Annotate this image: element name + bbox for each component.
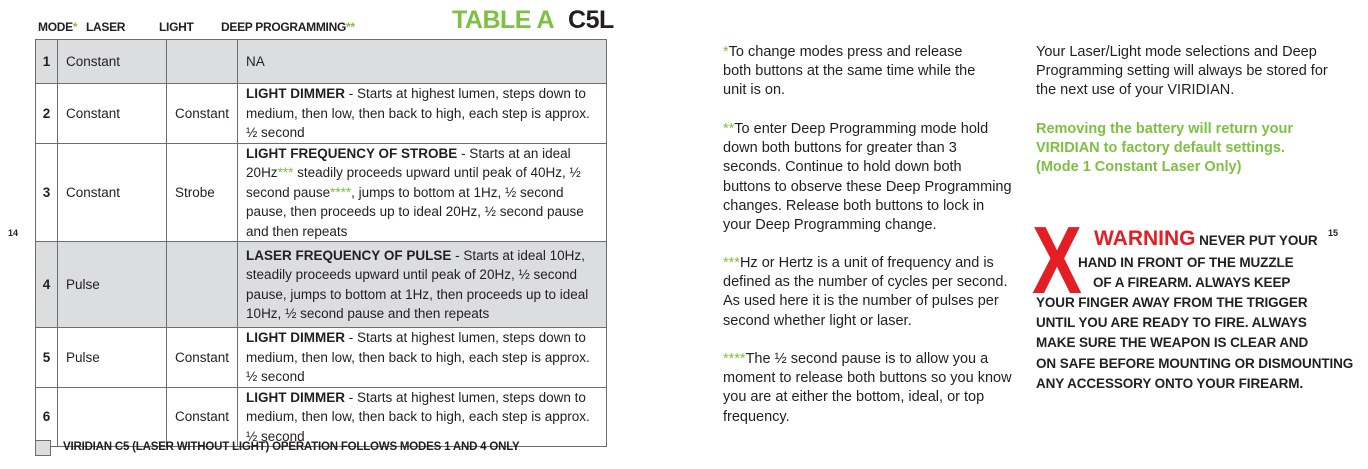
description-cell [238, 387, 607, 447]
battery-note: Removing the battery will return your VIRIDIAN to factory default settings. (Mode 1 Constant Laser Only) [1036, 121, 1294, 176]
function-title: LASER FREQUENCY OF PULSE [246, 247, 452, 263]
laser-cell: Constant [58, 40, 167, 84]
warning-label: WARNING [1094, 227, 1196, 250]
description-cell [238, 143, 607, 242]
note-text: The ½ second pause is to allow you a moment to release both buttons so you know you are at either the bottom, ideal, or top frequency. [723, 351, 1012, 425]
footnote-mark: *** [723, 255, 740, 271]
table-row [36, 40, 607, 84]
function-text: - Starts at highest lumen, steps down to medium, then low, then back to high, each step is approx. ½ second [246, 330, 590, 384]
light-cell: Constant [167, 328, 238, 388]
warning-line: ON SAFE BEFORE MOUNTING OR DISMOUNTING [1036, 356, 1354, 371]
footnote-mark: ** [723, 121, 735, 137]
mode-number: 3 [36, 143, 58, 242]
note-change-modes [723, 43, 993, 101]
note-text: Hz or Hertz is a unit of frequency and is defined as the number of cycles per second. As used here it is the number of pulses per second whether light or laser. [723, 255, 1008, 329]
light-cell: Constant [167, 387, 238, 447]
header-light: LIGHT [159, 20, 194, 34]
footnote-mark: **** [330, 184, 352, 200]
table-row [36, 328, 607, 388]
modes-table [35, 39, 607, 447]
function-text: - Starts at highest lumen, steps down to medium, then low, then back to high, each step is approx. ½ second [246, 86, 590, 140]
light-cell [167, 40, 238, 84]
function-text: steadily proceeds upward until peak of 40Hz, ½ second pause [246, 165, 581, 200]
warning-line: OF A FIREARM. ALWAYS KEEP [1093, 275, 1291, 290]
warning-line: ANY ACCESSORY ONTO YOUR FIREARM. [1036, 376, 1304, 391]
description-cell [238, 328, 607, 388]
warning-line: HAND IN FRONT OF THE MUZZLE [1078, 255, 1294, 270]
function-title: LIGHT DIMMER [246, 389, 346, 405]
table-row [36, 387, 607, 447]
table-title [452, 6, 614, 35]
table-row [36, 143, 607, 242]
warning-first-line [1094, 229, 1318, 251]
header-mode: MODE* [38, 20, 78, 34]
function-title: LIGHT FREQUENCY OF STROBE [246, 145, 458, 161]
footnote-mark: *** [277, 165, 294, 180]
light-cell: Constant [167, 84, 238, 144]
mode-number: 5 [36, 328, 58, 388]
footnote-mark: **** [723, 351, 746, 367]
laser-cell: Pulse [58, 242, 167, 328]
function-text: - Starts at an ideal 20Hz [246, 145, 571, 180]
function-text: , jumps to bottom at 1Hz, ½ second pause, then proceeds up to ideal 20Hz, ½ second pause and then repeats [246, 184, 584, 239]
table-row [36, 242, 607, 328]
function-title: LIGHT DIMMER [246, 330, 346, 345]
function-text: - Starts at ideal 10Hz, steadily proceeds upward until peak of 20Hz, ½ second pause, jumps to bottom at 1Hz, then proceeds up to ideal 10Hz, ½ second pause and then repeats [246, 247, 589, 321]
memory-note: Your Laser/Light mode selections and Deep Programming setting will always be stored for the next use of your VIRIDIAN. [1036, 44, 1328, 99]
note-text: To enter Deep Programming mode hold down both buttons for greater than 3 seconds. Continue to hold down both buttons to observe these Deep Programming changes. Release both buttons to lock in your Deep Programming change. [723, 121, 1012, 234]
note-deep-programming [723, 120, 1013, 235]
laser-cell: Constant [58, 143, 167, 242]
warning-line: MAKE SURE THE WEAPON IS CLEAR AND [1036, 335, 1309, 350]
note-hertz [723, 254, 1008, 331]
table-name: TABLE A [452, 6, 555, 34]
function-text: - Starts at highest lumen, steps down to medium, then low, then back to high, each step is approx. ½ second [246, 389, 590, 444]
function-title: LIGHT DIMMER [246, 86, 346, 101]
table-row [36, 84, 607, 144]
description-cell: NA [238, 40, 607, 84]
mode-number: 4 [36, 242, 58, 328]
warning-x-icon: X [1032, 207, 1082, 314]
description-cell [238, 242, 607, 328]
laser-cell: Constant [58, 84, 167, 144]
mode-number: 2 [36, 84, 58, 144]
page-number-right: 15 [1328, 228, 1339, 238]
header-deep-programming: DEEP PROGRAMMING** [221, 20, 355, 34]
description-cell [238, 84, 607, 144]
model-name: C5L [568, 6, 614, 34]
light-cell [167, 242, 238, 328]
mode-number: 6 [36, 387, 58, 447]
warning-line: UNTIL YOU ARE READY TO FIRE. ALWAYS [1036, 315, 1307, 330]
laser-cell: Pulse [58, 328, 167, 388]
warning-line: YOUR FINGER AWAY FROM THE TRIGGER [1036, 295, 1308, 310]
note-text: To change modes press and release both buttons at the same time while the unit is on. [723, 44, 976, 99]
warning-line: NEVER PUT YOUR [1199, 233, 1318, 248]
laser-cell [58, 387, 167, 447]
table-footnote: VIRIDIAN C5 (LASER WITHOUT LIGHT) OPERATION FOLLOWS MODES 1 AND 4 ONLY [63, 441, 520, 453]
page-number-left: 14 [8, 228, 19, 238]
header-laser: LASER [86, 20, 126, 34]
mode-number: 1 [36, 40, 58, 84]
note-pause [723, 350, 1013, 427]
legend-swatch [35, 440, 51, 456]
footnote-mark: * [723, 44, 729, 60]
light-cell: Strobe [167, 143, 238, 242]
